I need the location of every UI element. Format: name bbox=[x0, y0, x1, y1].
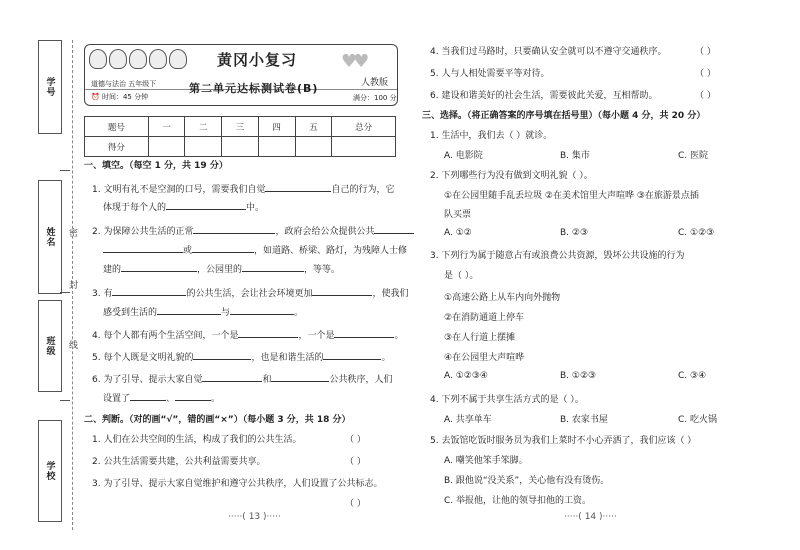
score-cell[interactable] bbox=[148, 137, 185, 157]
choice-text: ①高速公路上从车内向外抛物 bbox=[444, 293, 561, 303]
page-number: 14 bbox=[584, 512, 597, 522]
choice-text: ①在公园里随手乱丢垃圾 ②在美术馆里大声喧哗 ③在旅游景点插 bbox=[444, 191, 699, 201]
subject-grade: 道德与法治 五年级下 bbox=[91, 80, 157, 88]
choice-question: 5. 去饭馆吃饭时服务员为我们上菜时不小心弄洒了，我们应该（ ） bbox=[430, 436, 697, 446]
table-cell: 四 bbox=[258, 117, 295, 137]
question-text: 。 bbox=[394, 331, 404, 341]
page-number-right: ·····( 14 )····· bbox=[564, 512, 617, 522]
choice-option[interactable]: C. 医院 bbox=[678, 151, 709, 161]
binding-box-name bbox=[38, 180, 62, 294]
binding-rule bbox=[60, 170, 70, 171]
binding-label: 学号 bbox=[44, 77, 55, 97]
question-text: ，政府会给公众提供公共 bbox=[275, 227, 375, 237]
seal-char: 密 bbox=[67, 228, 77, 237]
question-line bbox=[103, 262, 340, 275]
hearts-icon: ♥♥ bbox=[341, 51, 366, 72]
question-text: 和 bbox=[262, 375, 272, 385]
choice-question: 4. 下列不属于共享生活方式的是（ ）。 bbox=[430, 395, 584, 405]
binding-box-class bbox=[38, 300, 62, 392]
question-line bbox=[103, 200, 264, 213]
section-heading: 三、选择。（将正确答案的序号填在括号里）（每小题 4 分，共 20 分） bbox=[422, 111, 706, 121]
choice-text: ④在公园里大声喧哗 bbox=[444, 353, 525, 363]
question-text: 感受到生活的 bbox=[103, 308, 158, 318]
question-text: 6. 为了引导、提示大家自觉 bbox=[92, 375, 203, 385]
time-limit bbox=[91, 92, 148, 102]
choice-text: ②在消防通道上停车 bbox=[444, 313, 525, 323]
choice-option[interactable]: C. 吃火锅 bbox=[678, 415, 718, 425]
question-text: ，如道路、桥梁、路灯，为残障人士修 bbox=[254, 246, 408, 256]
question-text: 2. 为保障公共生活的正常 bbox=[92, 227, 194, 237]
page-number-left: ·····( 13 )····· bbox=[228, 512, 281, 522]
judgment-item: 6. 建设和谐美好的社会生活，需要彼此关爱，互相帮助。 bbox=[430, 91, 658, 101]
binding-label: 班级 bbox=[44, 336, 55, 356]
binding-rule bbox=[60, 292, 70, 293]
choice-option[interactable]: C. 举报他，让他的领导扣他的工资。 bbox=[444, 496, 592, 506]
choice-text: 队买票 bbox=[444, 210, 472, 220]
question-text: 中。 bbox=[246, 203, 265, 213]
answer-blank[interactable] bbox=[242, 262, 304, 272]
binding-box-student-id bbox=[38, 40, 62, 134]
question-line bbox=[92, 328, 403, 341]
question-text: ，等等。 bbox=[304, 265, 341, 275]
answer-blank[interactable] bbox=[193, 224, 275, 234]
cut-line bbox=[72, 40, 73, 530]
question-line bbox=[92, 372, 392, 385]
choice-option[interactable]: B. 跟他说“没关系”，关心他有没有烫伤。 bbox=[444, 476, 610, 486]
table-cell: 一 bbox=[148, 117, 185, 137]
choice-option[interactable]: B. 农家书屋 bbox=[560, 415, 608, 425]
question-text: 4. 每个人都有两个生活空间，一个是 bbox=[92, 331, 239, 341]
choice-option[interactable]: A. 电影院 bbox=[444, 151, 483, 161]
question-text: 建的 bbox=[103, 265, 122, 275]
answer-paren[interactable]: （ ） bbox=[695, 91, 716, 101]
answer-blank[interactable] bbox=[230, 305, 294, 315]
choice-option[interactable]: B. ②③ bbox=[560, 228, 589, 238]
score-table bbox=[84, 116, 396, 157]
edition-label: 人教版 bbox=[361, 78, 389, 88]
score-cell[interactable] bbox=[258, 137, 295, 157]
page-number: 13 bbox=[248, 512, 261, 522]
section-heading: 一、填空。（每空 1 分，共 19 分） bbox=[84, 161, 228, 171]
answer-blank[interactable] bbox=[121, 262, 197, 272]
time-text: 时间：45 分钟 bbox=[101, 93, 149, 101]
answer-paren[interactable]: （ ） bbox=[345, 435, 366, 445]
answer-blank[interactable] bbox=[130, 391, 166, 401]
question-text: 、 bbox=[166, 394, 176, 404]
question-text: 或 bbox=[183, 246, 193, 256]
choice-question: 是（ ）。 bbox=[444, 271, 479, 281]
binding-box-school bbox=[38, 420, 62, 522]
score-cell[interactable] bbox=[332, 137, 396, 157]
section-heading: 二、判断。（对的画“√”，错的画“×”）（每小题 3 分，共 18 分） bbox=[84, 415, 351, 425]
score-cell[interactable] bbox=[222, 137, 259, 157]
table-cell: 得分 bbox=[85, 137, 149, 157]
answer-blank[interactable] bbox=[323, 350, 381, 360]
choice-option[interactable]: C. ①②③ bbox=[678, 228, 715, 238]
table-row bbox=[85, 137, 396, 157]
score-cell[interactable] bbox=[295, 137, 332, 157]
choice-question: 1. 生活中，我们去（ ）就诊。 bbox=[430, 131, 553, 141]
answer-blank[interactable] bbox=[374, 224, 414, 234]
question-text: ，也是和谐生活的 bbox=[251, 353, 324, 363]
table-cell: 三 bbox=[222, 117, 259, 137]
question-text: 。 bbox=[211, 394, 221, 404]
question-text: 体现于每个人的 bbox=[103, 203, 167, 213]
answer-blank[interactable] bbox=[166, 200, 246, 210]
seal-char: 线 bbox=[67, 340, 77, 349]
choice-option[interactable]: A. ①② bbox=[444, 228, 472, 238]
table-cell: 总分 bbox=[332, 117, 396, 137]
answer-blank[interactable] bbox=[334, 328, 394, 338]
clock-icon: ⏰ bbox=[91, 93, 100, 101]
seal-char: 封 bbox=[67, 280, 77, 289]
question-line bbox=[103, 243, 407, 256]
judgment-item: 2. 公共生活需要共建，公共利益需要共享。 bbox=[92, 457, 266, 467]
answer-blank[interactable] bbox=[192, 243, 254, 253]
answer-paren[interactable]: （ ） bbox=[345, 499, 366, 509]
question-text: 的公共生活，会让社会环境更加 bbox=[186, 289, 313, 299]
table-cell: 二 bbox=[185, 117, 222, 137]
question-text: 1. 文明有礼不是空洞的口号，需要我们自觉 bbox=[92, 185, 266, 195]
answer-paren[interactable]: （ ） bbox=[695, 47, 716, 57]
choice-question: 3. 下列行为属于随意占有或浪费公共资源，毁坏公共设施的行为 bbox=[430, 251, 685, 261]
question-text: 与 bbox=[221, 308, 231, 318]
question-text: ，一个是 bbox=[298, 331, 335, 341]
answer-blank[interactable] bbox=[312, 286, 372, 296]
question-line bbox=[103, 305, 303, 318]
answer-blank[interactable] bbox=[202, 372, 262, 382]
answer-blank[interactable] bbox=[265, 182, 331, 192]
judgment-item: 3. 为了引导、提示大家自觉维护和遵守公共秩序，人们设置了公共标志。 bbox=[92, 479, 383, 489]
question-text: 5. 每个人既是文明礼貌的 bbox=[92, 353, 194, 363]
question-line bbox=[92, 224, 414, 237]
score-cell[interactable] bbox=[185, 137, 222, 157]
choice-option[interactable]: B. 集市 bbox=[560, 151, 590, 161]
table-row bbox=[85, 117, 396, 137]
full-score: 满分：100 分 bbox=[353, 94, 397, 102]
answer-paren[interactable]: （ ） bbox=[345, 457, 366, 467]
answer-blank[interactable] bbox=[193, 350, 251, 360]
table-cell: 五 bbox=[295, 117, 332, 137]
children-illustration bbox=[89, 49, 187, 69]
judgment-item: 4. 当我们过马路时，只要确认安全就可以不遵守交通秩序。 bbox=[430, 47, 667, 57]
test-title: 第二单元达标测试卷(B) bbox=[189, 82, 319, 95]
choice-option[interactable]: A. ①②③④ bbox=[444, 371, 488, 381]
question-text: 设置了 bbox=[103, 394, 131, 404]
judgment-item: 1. 人们在公共空间的生活，构成了我们的公共生活。 bbox=[92, 435, 302, 445]
answer-blank[interactable] bbox=[157, 305, 221, 315]
question-line bbox=[103, 391, 220, 404]
choice-option[interactable]: C. ③④ bbox=[678, 371, 707, 381]
table-cell: 题号 bbox=[85, 117, 149, 137]
question-text: 3. 有 bbox=[92, 289, 113, 299]
choice-option[interactable]: A. 嘲笑他笨手笨脚。 bbox=[444, 456, 528, 466]
choice-text: ③在人行道上摆摊 bbox=[444, 333, 516, 343]
binding-label: 姓名 bbox=[44, 227, 55, 247]
answer-paren[interactable]: （ ） bbox=[695, 69, 716, 79]
question-text: ，使我们 bbox=[372, 289, 409, 299]
binding-label: 学校 bbox=[44, 461, 55, 481]
question-line bbox=[92, 350, 390, 363]
question-text: 。 bbox=[294, 308, 304, 318]
answer-blank[interactable] bbox=[112, 286, 186, 296]
answer-blank[interactable] bbox=[238, 328, 298, 338]
choice-option[interactable]: A. 共享单车 bbox=[444, 415, 492, 425]
question-line bbox=[92, 182, 394, 195]
choice-question: 2. 下列哪些行为没有做到文明礼貌（ ）。 bbox=[430, 171, 593, 181]
binding-rule bbox=[60, 400, 70, 401]
question-text: 。 bbox=[381, 353, 391, 363]
question-text: 自己的行为，它 bbox=[331, 185, 395, 195]
question-text: ，公园里的 bbox=[197, 265, 243, 275]
brand-logo: 黄冈小复习 bbox=[217, 51, 298, 69]
answer-blank[interactable] bbox=[175, 391, 211, 401]
question-line bbox=[92, 286, 408, 299]
judgment-item: 5. 人与人相处需要平等对待。 bbox=[430, 69, 550, 79]
answer-blank[interactable] bbox=[271, 372, 329, 382]
question-text: 公共秩序，人们 bbox=[329, 375, 393, 385]
header-banner bbox=[84, 44, 398, 106]
answer-blank[interactable] bbox=[103, 243, 183, 253]
choice-option[interactable]: B. ①②③ bbox=[560, 371, 597, 381]
